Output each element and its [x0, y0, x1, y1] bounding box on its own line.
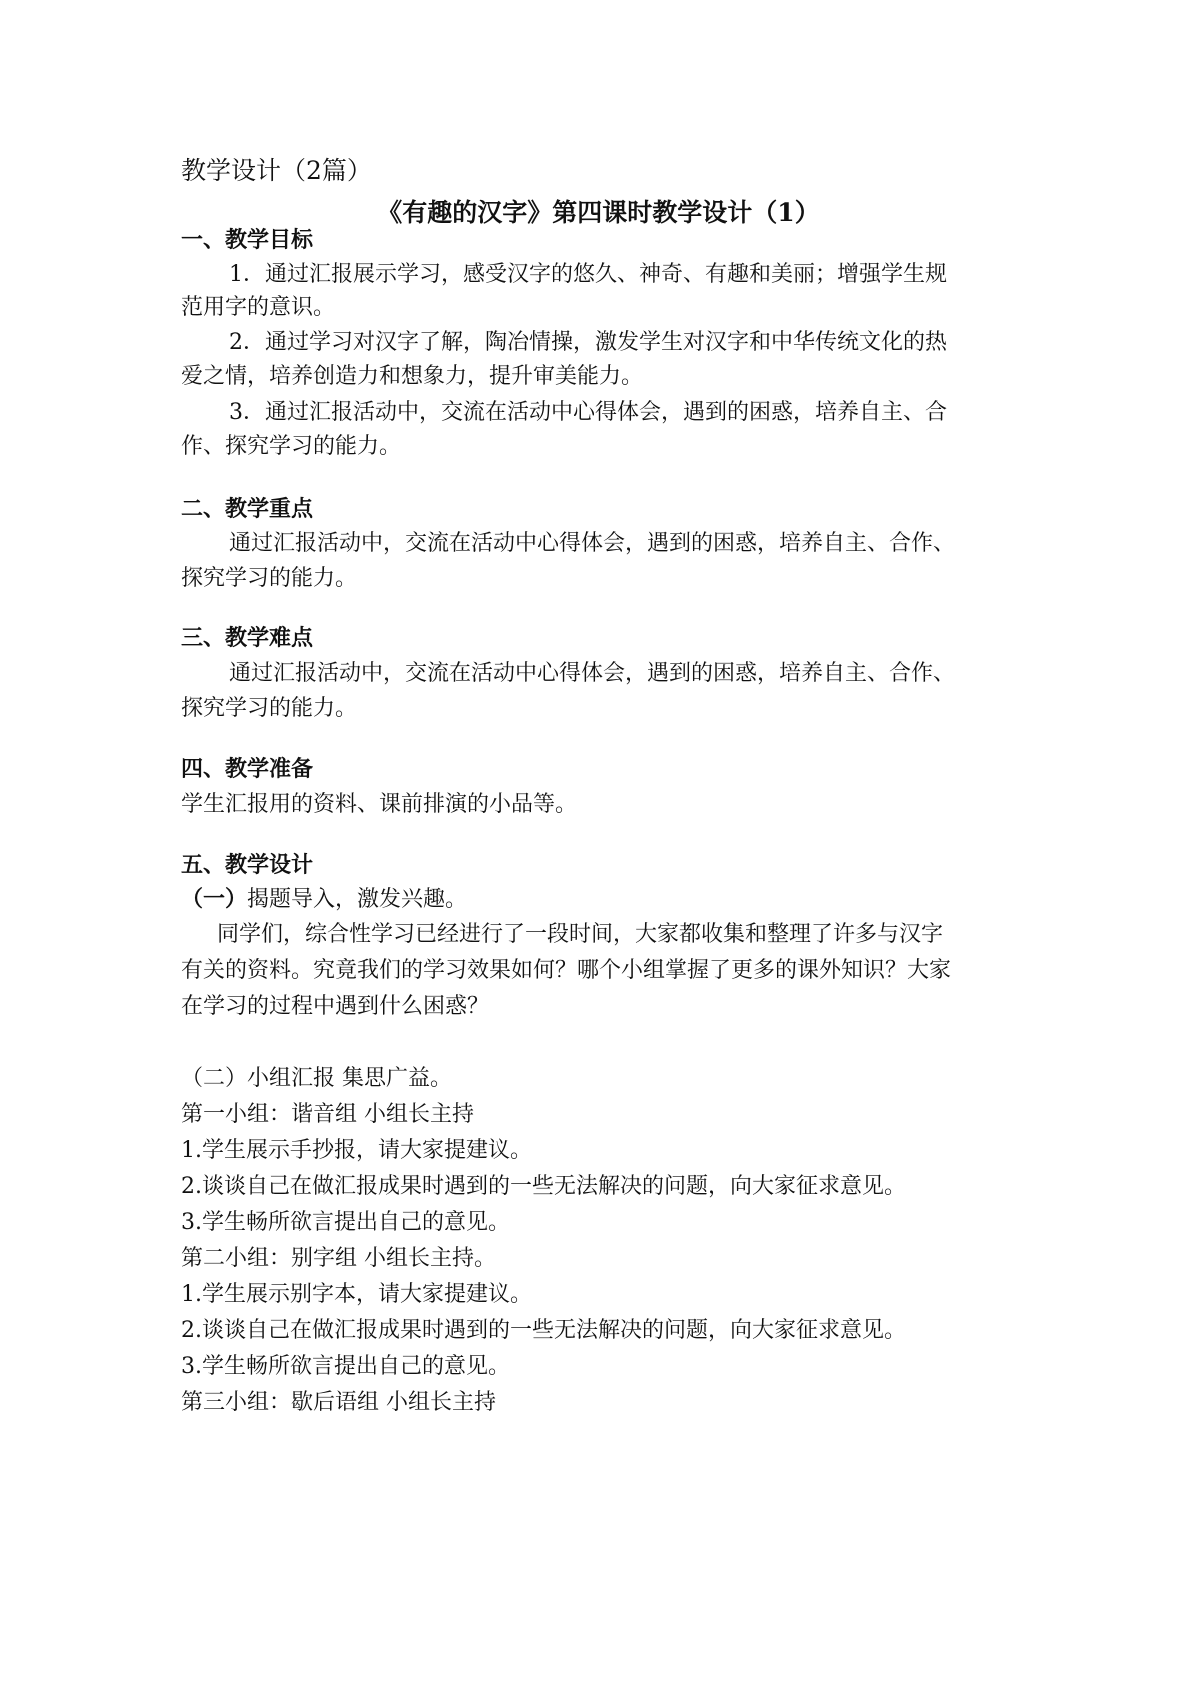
paragraph-line: 1．通过汇报展示学习，感受汉字的悠久、神奇、有趣和美丽；增强学生规	[229, 262, 947, 287]
group-two-title: 第二小组：别字组 小组长主持。	[181, 1246, 496, 1271]
pre-title: 教学设计（2篇）	[181, 156, 372, 185]
group-one-title: 第一小组：谐音组 小组长主持	[181, 1102, 474, 1127]
section-heading-objectives: 一、教学目标	[181, 227, 314, 253]
paragraph-line: 在学习的过程中遇到什么困惑？	[181, 994, 490, 1019]
list-item: 3.学生畅所欲言提出自己的意见。	[181, 1354, 510, 1379]
list-item: 2.谈谈自己在做汇报成果时遇到的一些无法解决的问题，向大家征求意见。	[181, 1318, 906, 1343]
section-heading-design: 五、教学设计	[181, 852, 314, 878]
paragraph-line: 范用字的意识。	[181, 295, 336, 320]
paragraph-line: 探究学习的能力。	[181, 696, 358, 721]
section-heading-key-points: 二、教学重点	[181, 496, 314, 522]
paragraph-line: 通过汇报活动中，交流在活动中心得体会，遇到的困惑，培养自主、合作、	[229, 661, 956, 686]
paragraph-line: 3．通过汇报活动中，交流在活动中心得体会，遇到的困惑，培养自主、合	[229, 400, 947, 425]
subheading-one-label: （一）	[181, 886, 248, 912]
list-item: 1.学生展示别字本，请大家提建议。	[181, 1282, 532, 1307]
document-title: 《有趣的汉字》第四课时教学设计（1）	[377, 198, 820, 227]
paragraph-line: 通过汇报活动中，交流在活动中心得体会，遇到的困惑，培养自主、合作、	[229, 531, 956, 556]
list-item: 1.学生展示手抄报，请大家提建议。	[181, 1138, 532, 1163]
paragraph-line: 爱之情，培养创造力和想象力，提升审美能力。	[181, 364, 644, 389]
subheading-two: （二）小组汇报 集思广益。	[181, 1066, 452, 1091]
subheading-one	[181, 881, 1016, 918]
group-three-title: 第三小组：歇后语组 小组长主持	[181, 1390, 496, 1415]
paragraph-line: 有关的资料。究竟我们的学习效果如何？哪个小组掌握了更多的课外知识？大家	[181, 958, 952, 983]
paragraph-line: 学生汇报用的资料、课前排演的小品等。	[181, 792, 578, 817]
section-heading-preparation: 四、教学准备	[181, 756, 314, 782]
subheading-one-text: 揭题导入，激发兴趣。	[247, 887, 468, 912]
list-item: 3.学生畅所欲言提出自己的意见。	[181, 1210, 510, 1235]
list-item: 2.谈谈自己在做汇报成果时遇到的一些无法解决的问题，向大家征求意见。	[181, 1174, 906, 1199]
paragraph-line: 同学们，综合性学习已经进行了一段时间，大家都收集和整理了许多与汉字	[217, 922, 944, 947]
section-heading-difficulties: 三、教学难点	[181, 625, 314, 651]
paragraph-line: 2．通过学习对汉字了解，陶冶情操，激发学生对汉字和中华传统文化的热	[229, 330, 947, 355]
paragraph-line: 作、探究学习的能力。	[181, 434, 402, 459]
paragraph-line: 探究学习的能力。	[181, 566, 358, 591]
